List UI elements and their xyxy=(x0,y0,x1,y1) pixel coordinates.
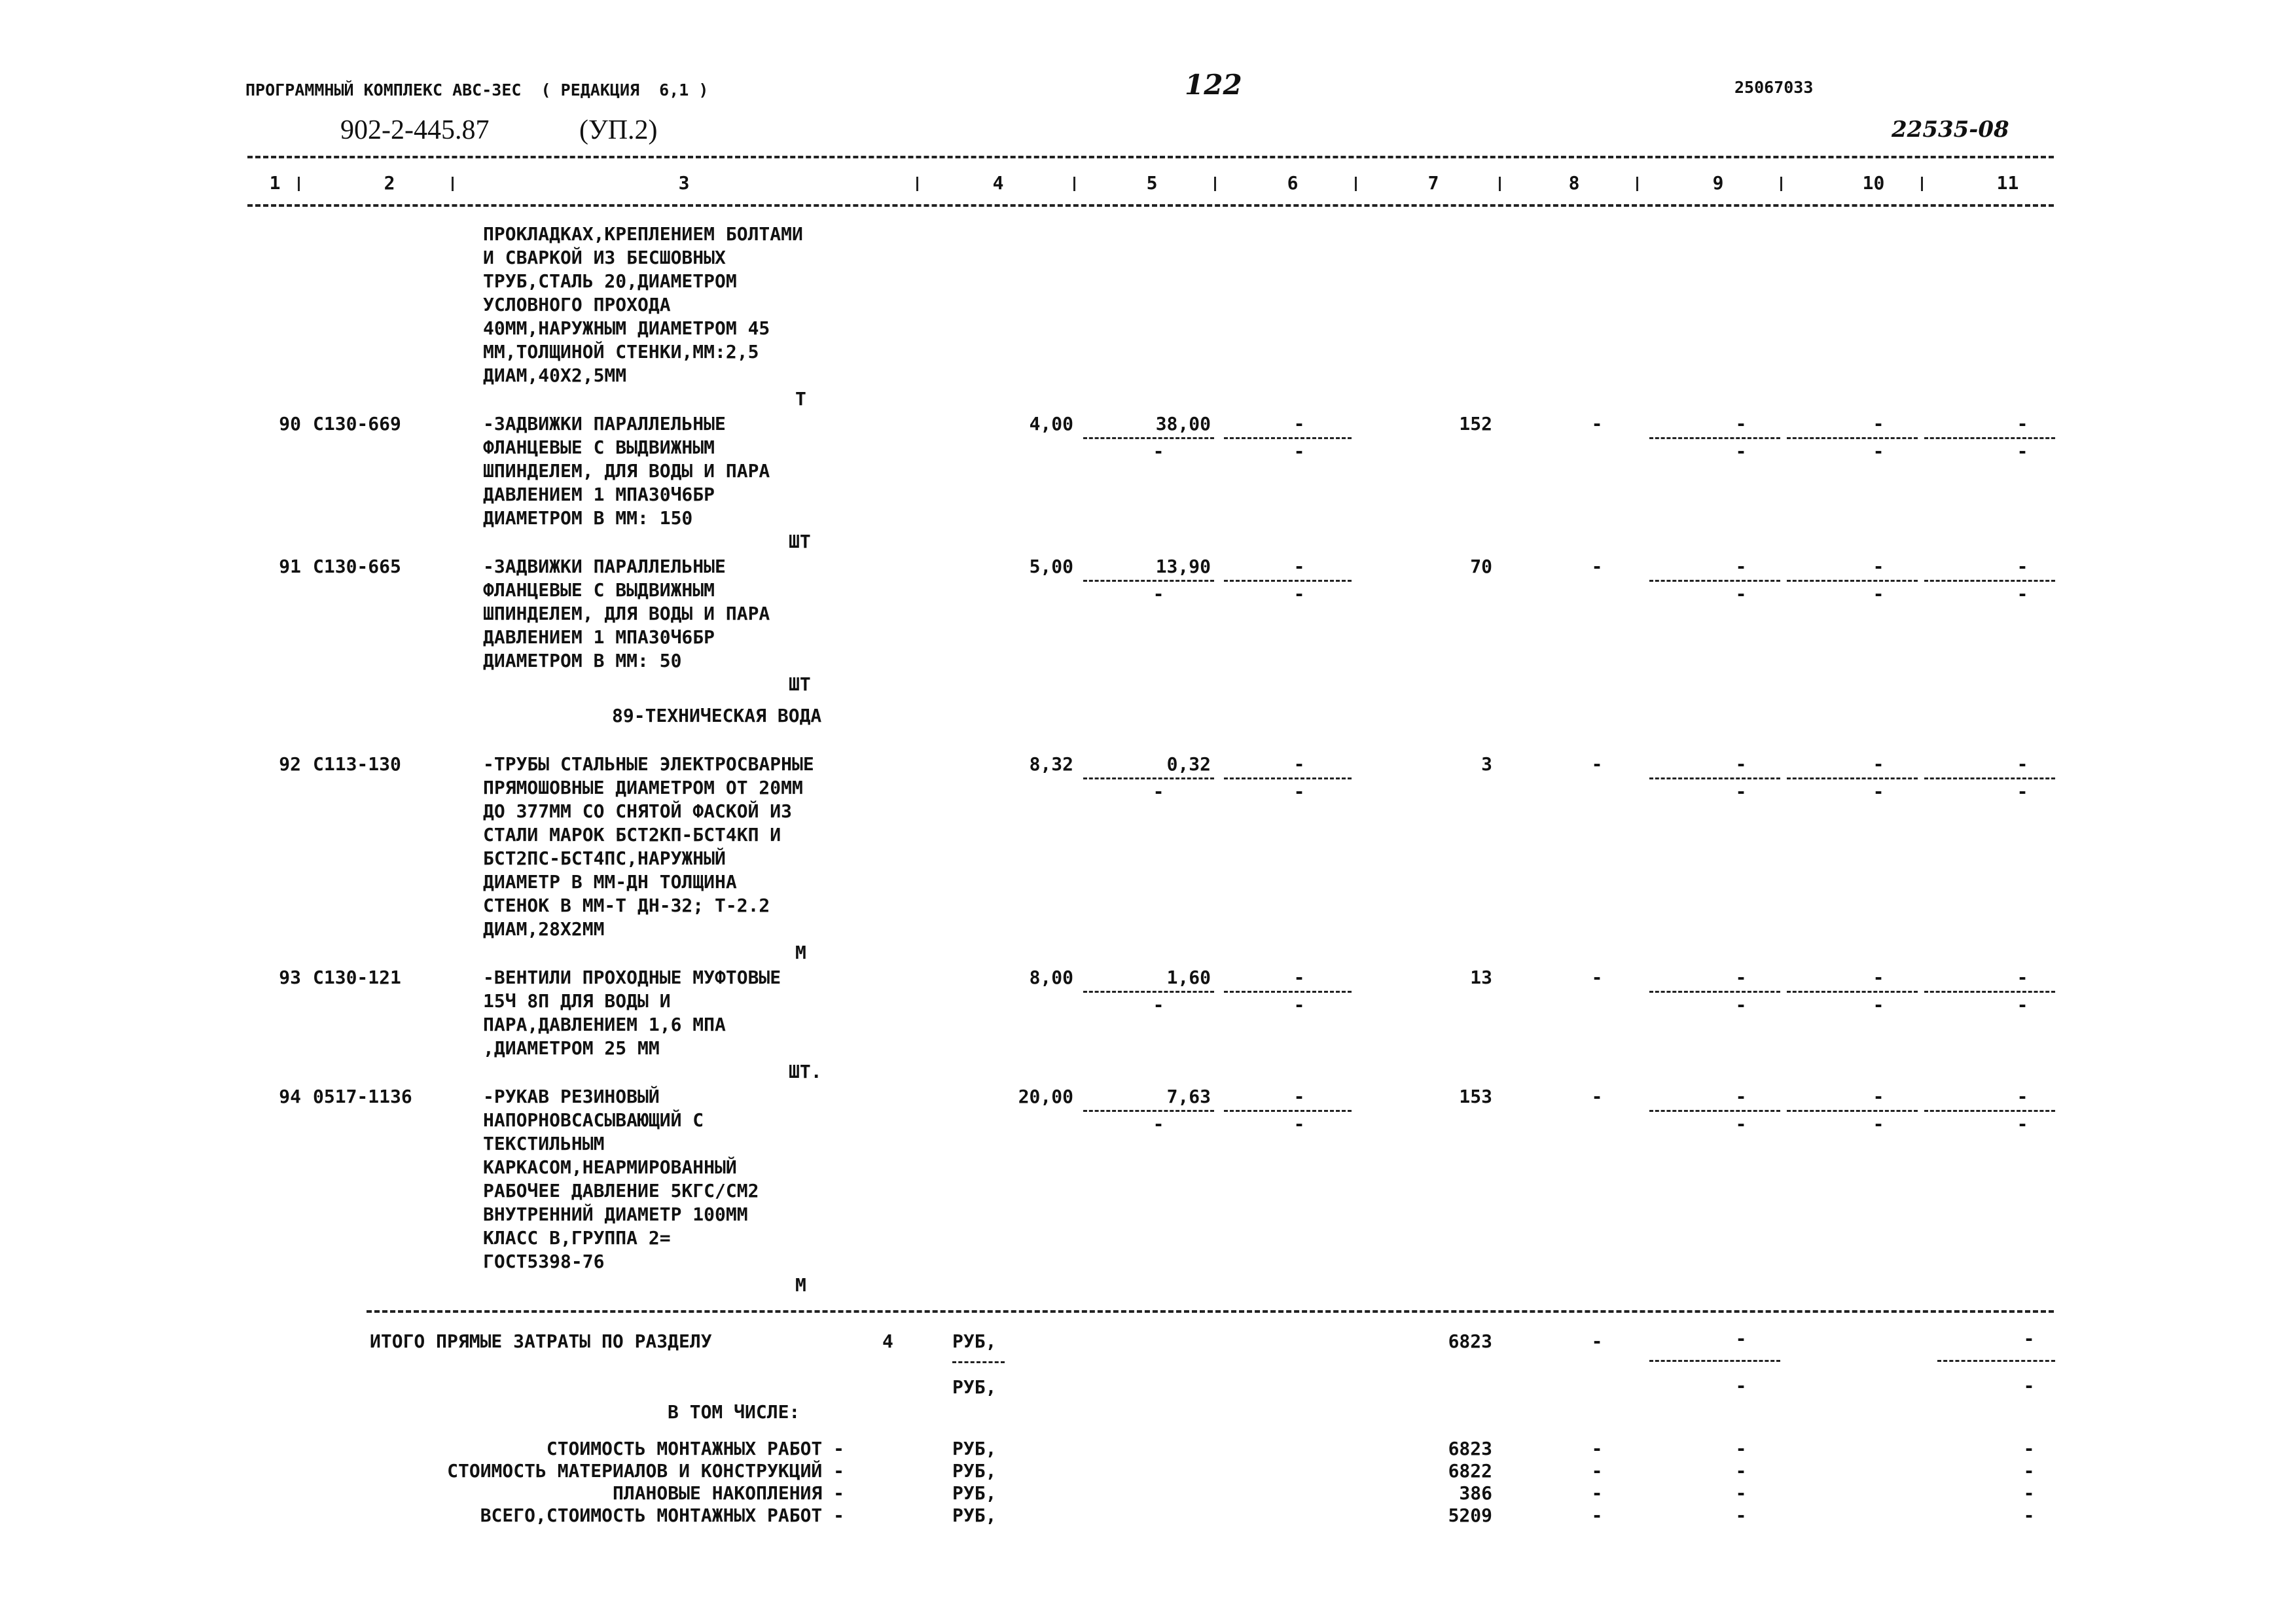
section-heading: 89-ТЕХНИЧЕСКАЯ ВОДА xyxy=(612,705,822,726)
column-separator xyxy=(1355,177,1357,191)
item-col6: - xyxy=(1293,967,1305,988)
column-separator xyxy=(298,177,300,191)
item-col11-sub: - xyxy=(2017,781,2028,802)
item-col5-dash xyxy=(1083,580,1214,582)
item-description-line: ВНУТРЕННИЙ ДИАМЕТР 100ММ xyxy=(483,1204,748,1225)
breakdown-value: 6823 xyxy=(1448,1438,1492,1459)
page-number: 122 xyxy=(1185,69,1242,101)
column-number-9: 9 xyxy=(1712,172,1724,194)
direct-costs-col9-top: - xyxy=(1735,1328,1747,1349)
item-col9-dash xyxy=(1649,1110,1780,1112)
item-col11-dash xyxy=(1924,437,2055,439)
item-description-line: 40ММ,НАРУЖНЫМ ДИАМЕТРОМ 45 xyxy=(483,317,770,339)
direct-costs-col8: - xyxy=(1591,1330,1603,1352)
item-code: С130-121 xyxy=(313,967,401,988)
column-separator xyxy=(1499,177,1501,191)
item-col11-sub: - xyxy=(2017,440,2028,462)
document-number: 902-2-445.87 xyxy=(340,115,490,145)
item-col6-sub: - xyxy=(1293,1113,1305,1135)
item-number: 91 xyxy=(279,556,301,577)
item-col5-dash xyxy=(1083,437,1214,439)
item-description-line: ДО 377ММ СО СНЯТОЙ ФАСКОЙ ИЗ xyxy=(483,800,793,822)
item-col5-dash xyxy=(1083,991,1214,993)
item-col9-sub: - xyxy=(1735,781,1747,802)
item-unit-price: 1,60 xyxy=(1166,967,1211,988)
item-unit: ШТ xyxy=(789,673,811,695)
breakdown-col8: - xyxy=(1591,1460,1603,1482)
item-col11-top: - xyxy=(2017,413,2028,435)
item-col10-top: - xyxy=(1873,967,1884,988)
item-col8: - xyxy=(1591,413,1603,435)
item-col10-top: - xyxy=(1873,413,1884,435)
item-col11-top: - xyxy=(2017,753,2028,775)
item-col6-sub: - xyxy=(1293,440,1305,462)
column-number-2: 2 xyxy=(384,172,395,194)
header-rule-top xyxy=(247,156,2054,158)
item-quantity: 4,00 xyxy=(1029,413,1073,435)
column-separator xyxy=(916,177,918,191)
item-col6: - xyxy=(1293,753,1305,775)
column-separator xyxy=(452,177,454,191)
breakdown-col8: - xyxy=(1591,1505,1603,1526)
item-quantity: 8,00 xyxy=(1029,967,1073,988)
item-description-line: НАПОРНОВСАСЫВАЮЩИЙ С xyxy=(483,1109,704,1131)
direct-costs-unit-dash xyxy=(952,1361,1005,1363)
item-col5-sub: - xyxy=(1153,583,1164,605)
breakdown-col9: - xyxy=(1735,1460,1747,1482)
direct-costs-col9-dash xyxy=(1649,1360,1780,1362)
item-description-line: -ЗАДВИЖКИ ПАРАЛЛЕЛЬНЫЕ xyxy=(483,556,726,577)
item-code: С113-130 xyxy=(313,753,401,775)
item-col11-dash xyxy=(1924,1110,2055,1112)
column-number-7: 7 xyxy=(1427,172,1439,194)
direct-costs-col11-bottom: - xyxy=(2023,1375,2035,1397)
item-col11-dash xyxy=(1924,777,2055,779)
item-col9-sub: - xyxy=(1735,994,1747,1016)
breakdown-value: 386 xyxy=(1459,1482,1492,1504)
column-separator xyxy=(1780,177,1782,191)
item-description-line: УСЛОВНОГО ПРОХОДА xyxy=(483,294,671,315)
item-col10-sub: - xyxy=(1873,781,1884,802)
item-description-line: ДАВЛЕНИЕМ 1 МПА30Ч6БР xyxy=(483,484,715,505)
item-col10-top: - xyxy=(1873,556,1884,577)
column-separator xyxy=(1921,177,1923,191)
item-col6: - xyxy=(1293,556,1305,577)
item-col10-dash xyxy=(1787,437,1918,439)
item-col11-top: - xyxy=(2017,556,2028,577)
column-separator xyxy=(1636,177,1638,191)
column-number-4: 4 xyxy=(992,172,1004,194)
item-description-line: КЛАСС В,ГРУППА 2= xyxy=(483,1227,671,1249)
item-code: С130-665 xyxy=(313,556,401,577)
item-description-line: БСТ2ПС-БСТ4ПС,НАРУЖНЫЙ xyxy=(483,847,726,869)
item-col6-dash xyxy=(1224,991,1352,993)
item-unit: ШТ. xyxy=(789,1061,822,1082)
item-description-line: ФЛАНЦЕВЫЕ С ВЫДВИЖНЫМ xyxy=(483,437,715,458)
breakdown-label: ПЛАНОВЫЕ НАКОПЛЕНИЯ - xyxy=(612,1482,844,1504)
item-col5-sub: - xyxy=(1153,781,1164,802)
breakdown-unit: РУБ, xyxy=(952,1482,997,1504)
item-description-line: КАРКАСОМ,НЕАРМИРОВАННЫЙ xyxy=(483,1156,737,1178)
item-col5-sub: - xyxy=(1153,1113,1164,1135)
item-col6-sub: - xyxy=(1293,781,1305,802)
item-unit: М xyxy=(795,942,806,963)
breakdown-col9: - xyxy=(1735,1505,1747,1526)
item-col8: - xyxy=(1591,556,1603,577)
item-col6: - xyxy=(1293,1086,1305,1107)
item-col9-dash xyxy=(1649,580,1780,582)
item-number: 92 xyxy=(279,753,301,775)
item-unit: Т xyxy=(795,388,806,410)
column-number-11: 11 xyxy=(1996,172,2019,194)
item-col5-sub: - xyxy=(1153,440,1164,462)
item-description-line: ММ,ТОЛЩИНОЙ СТЕНКИ,ММ:2,5 xyxy=(483,341,759,363)
item-description-line: СТЕНОК В ММ-Т ДН-32; Т-2.2 xyxy=(483,895,770,916)
item-col9-top: - xyxy=(1735,413,1747,435)
totals-rule xyxy=(367,1310,2054,1313)
direct-costs-section: 4 xyxy=(882,1330,893,1352)
item-description-line: ДИАМ,28Х2ММ xyxy=(483,918,605,940)
item-unit: ШТ xyxy=(789,531,811,552)
item-description-line: -ЗАДВИЖКИ ПАРАЛЛЕЛЬНЫЕ xyxy=(483,413,726,435)
item-col11-sub: - xyxy=(2017,1113,2028,1135)
breakdown-label: СТОИМОСТЬ МАТЕРИАЛОВ И КОНСТРУКЦИЙ - xyxy=(447,1460,844,1482)
item-col9-top: - xyxy=(1735,967,1747,988)
breakdown-col8: - xyxy=(1591,1482,1603,1504)
item-col11-dash xyxy=(1924,991,2055,993)
item-col8: - xyxy=(1591,753,1603,775)
item-description-line: И СВАРКОЙ ИЗ БЕСШОВНЫХ xyxy=(483,247,726,268)
item-code: 0517-1136 xyxy=(313,1086,412,1107)
item-col6-dash xyxy=(1224,580,1352,582)
breakdown-col9: - xyxy=(1735,1438,1747,1459)
item-description-line: РАБОЧЕЕ ДАВЛЕНИЕ 5КГС/СМ2 xyxy=(483,1180,759,1202)
breakdown-col11: - xyxy=(2023,1438,2035,1459)
column-number-1: 1 xyxy=(269,172,281,194)
column-separator xyxy=(1073,177,1075,191)
item-col5-dash xyxy=(1083,777,1214,779)
breakdown-col11: - xyxy=(2023,1482,2035,1504)
item-description-line: ,ДИАМЕТРОМ 25 ММ xyxy=(483,1037,660,1059)
item-description-line: ФЛАНЦЕВЫЕ С ВЫДВИЖНЫМ xyxy=(483,579,715,601)
direct-costs-col9-bottom: - xyxy=(1735,1375,1747,1397)
breakdown-unit: РУБ, xyxy=(952,1505,997,1526)
item-description-line: ДИАМЕТР В ММ-ДН ТОЛЩИНА xyxy=(483,871,737,893)
breakdown-col9: - xyxy=(1735,1482,1747,1504)
item-code: С130-669 xyxy=(313,413,401,435)
breakdown-col8: - xyxy=(1591,1438,1603,1459)
item-total: 13 xyxy=(1470,967,1492,988)
direct-costs-total: 6823 xyxy=(1448,1330,1492,1352)
item-description-line: -РУКАВ РЕЗИНОВЫЙ xyxy=(483,1086,660,1107)
item-col6-dash xyxy=(1224,777,1352,779)
item-col5-sub: - xyxy=(1153,994,1164,1016)
column-separator xyxy=(1214,177,1216,191)
item-description-line: ТРУБ,СТАЛЬ 20,ДИАМЕТРОМ xyxy=(483,270,737,292)
item-col6-sub: - xyxy=(1293,583,1305,605)
item-number: 90 xyxy=(279,413,301,435)
item-col10-sub: - xyxy=(1873,583,1884,605)
item-number: 94 xyxy=(279,1086,301,1107)
direct-costs-unit-2: РУБ, xyxy=(952,1376,997,1398)
breakdown-value: 6822 xyxy=(1448,1460,1492,1482)
item-col11-top: - xyxy=(2017,967,2028,988)
column-number-3: 3 xyxy=(678,172,690,194)
item-col9-sub: - xyxy=(1735,440,1747,462)
column-number-5: 5 xyxy=(1146,172,1158,194)
item-col11-sub: - xyxy=(2017,583,2028,605)
program-header: ПРОГРАММНЫЙ КОМПЛЕКС АВС-ЗЕС ( РЕДАКЦИЯ 6,1 ) xyxy=(245,80,709,99)
direct-costs-label: ИТОГО ПРЯМЫЕ ЗАТРАТЫ ПО РАЗДЕЛУ xyxy=(370,1330,712,1352)
direct-costs-unit: РУБ, xyxy=(952,1330,997,1352)
item-quantity: 5,00 xyxy=(1029,556,1073,577)
item-col9-top: - xyxy=(1735,556,1747,577)
item-description-line: ШПИНДЕЛЕМ, ДЛЯ ВОДЫ И ПАРА xyxy=(483,460,770,482)
item-col8: - xyxy=(1591,967,1603,988)
breakdown-label: ВСЕГО,СТОИМОСТЬ МОНТАЖНЫХ РАБОТ - xyxy=(480,1505,844,1526)
item-description-line: -ТРУБЫ СТАЛЬНЫЕ ЭЛЕКТРОСВАРНЫЕ xyxy=(483,753,814,775)
item-col10-top: - xyxy=(1873,1086,1884,1107)
item-col10-dash xyxy=(1787,1110,1918,1112)
item-col10-dash xyxy=(1787,777,1918,779)
item-col10-dash xyxy=(1787,580,1918,582)
item-description-line: ПРОКЛАДКАХ,КРЕПЛЕНИЕМ БОЛТАМИ xyxy=(483,223,803,245)
item-description-line: -ВЕНТИЛИ ПРОХОДНЫЕ МУФТОВЫЕ xyxy=(483,967,781,988)
item-description-line: ДИАМЕТРОМ В ММ: 50 xyxy=(483,650,682,671)
including-heading: В ТОМ ЧИСЛЕ: xyxy=(668,1401,800,1423)
breakdown-label: СТОИМОСТЬ МОНТАЖНЫХ РАБОТ - xyxy=(546,1438,844,1459)
item-col11-dash xyxy=(1924,580,2055,582)
item-description-line: ДАВЛЕНИЕМ 1 МПА30Ч6БР xyxy=(483,626,715,648)
item-col8: - xyxy=(1591,1086,1603,1107)
item-description-line: ШПИНДЕЛЕМ, ДЛЯ ВОДЫ И ПАРА xyxy=(483,603,770,624)
item-quantity: 20,00 xyxy=(1018,1086,1073,1107)
item-col6-sub: - xyxy=(1293,994,1305,1016)
item-description-line: ПРЯМОШОВНЫЕ ДИАМЕТРОМ ОТ 20ММ xyxy=(483,777,803,798)
item-number: 93 xyxy=(279,967,301,988)
item-col10-sub: - xyxy=(1873,994,1884,1016)
item-description-line: ДИАМ,40Х2,5ММ xyxy=(483,365,627,386)
item-description-line: ТЕКСТИЛЬНЫМ xyxy=(483,1133,605,1154)
header-rule-bottom xyxy=(247,204,2054,207)
item-unit: М xyxy=(795,1274,806,1296)
item-col9-sub: - xyxy=(1735,1113,1747,1135)
item-description-line: ПАРА,ДАВЛЕНИЕМ 1,6 МПА xyxy=(483,1014,726,1035)
item-col10-top: - xyxy=(1873,753,1884,775)
item-total: 70 xyxy=(1470,556,1492,577)
item-unit-price: 13,90 xyxy=(1155,556,1211,577)
item-description-line: СТАЛИ МАРОК БСТ2КП-БСТ4КП И xyxy=(483,824,781,846)
item-col9-top: - xyxy=(1735,753,1747,775)
item-col5-dash xyxy=(1083,1110,1214,1112)
item-description-line: 15Ч 8П ДЛЯ ВОДЫ И xyxy=(483,990,671,1012)
item-col9-top: - xyxy=(1735,1086,1747,1107)
item-col9-dash xyxy=(1649,991,1780,993)
item-total: 153 xyxy=(1459,1086,1492,1107)
item-col6-dash xyxy=(1224,437,1352,439)
item-col11-top: - xyxy=(2017,1086,2028,1107)
item-col10-sub: - xyxy=(1873,440,1884,462)
item-col9-dash xyxy=(1649,437,1780,439)
item-total: 3 xyxy=(1481,753,1492,775)
column-number-6: 6 xyxy=(1287,172,1299,194)
item-quantity: 8,32 xyxy=(1029,753,1073,775)
item-col9-sub: - xyxy=(1735,583,1747,605)
column-number-8: 8 xyxy=(1568,172,1580,194)
breakdown-col11: - xyxy=(2023,1505,2035,1526)
document-code: 25067033 xyxy=(1734,78,1814,97)
breakdown-value: 5209 xyxy=(1448,1505,1492,1526)
item-unit-price: 38,00 xyxy=(1155,413,1211,435)
item-unit-price: 7,63 xyxy=(1166,1086,1211,1107)
item-description-line: ГОСТ5398-76 xyxy=(483,1251,605,1272)
item-col9-dash xyxy=(1649,777,1780,779)
direct-costs-col11-top: - xyxy=(2023,1328,2035,1349)
item-col6-dash xyxy=(1224,1110,1352,1112)
item-col11-sub: - xyxy=(2017,994,2028,1016)
inventory-number: 22535-08 xyxy=(1892,116,2009,143)
breakdown-col11: - xyxy=(2023,1460,2035,1482)
breakdown-unit: РУБ, xyxy=(952,1460,997,1482)
item-total: 152 xyxy=(1459,413,1492,435)
album-number: (УП.2) xyxy=(579,115,658,145)
item-description-line: ДИАМЕТРОМ В ММ: 150 xyxy=(483,507,693,529)
item-col6: - xyxy=(1293,413,1305,435)
item-unit-price: 0,32 xyxy=(1166,753,1211,775)
item-col10-dash xyxy=(1787,991,1918,993)
direct-costs-col11-dash xyxy=(1937,1360,2055,1362)
breakdown-unit: РУБ, xyxy=(952,1438,997,1459)
column-number-10: 10 xyxy=(1862,172,1885,194)
item-col10-sub: - xyxy=(1873,1113,1884,1135)
